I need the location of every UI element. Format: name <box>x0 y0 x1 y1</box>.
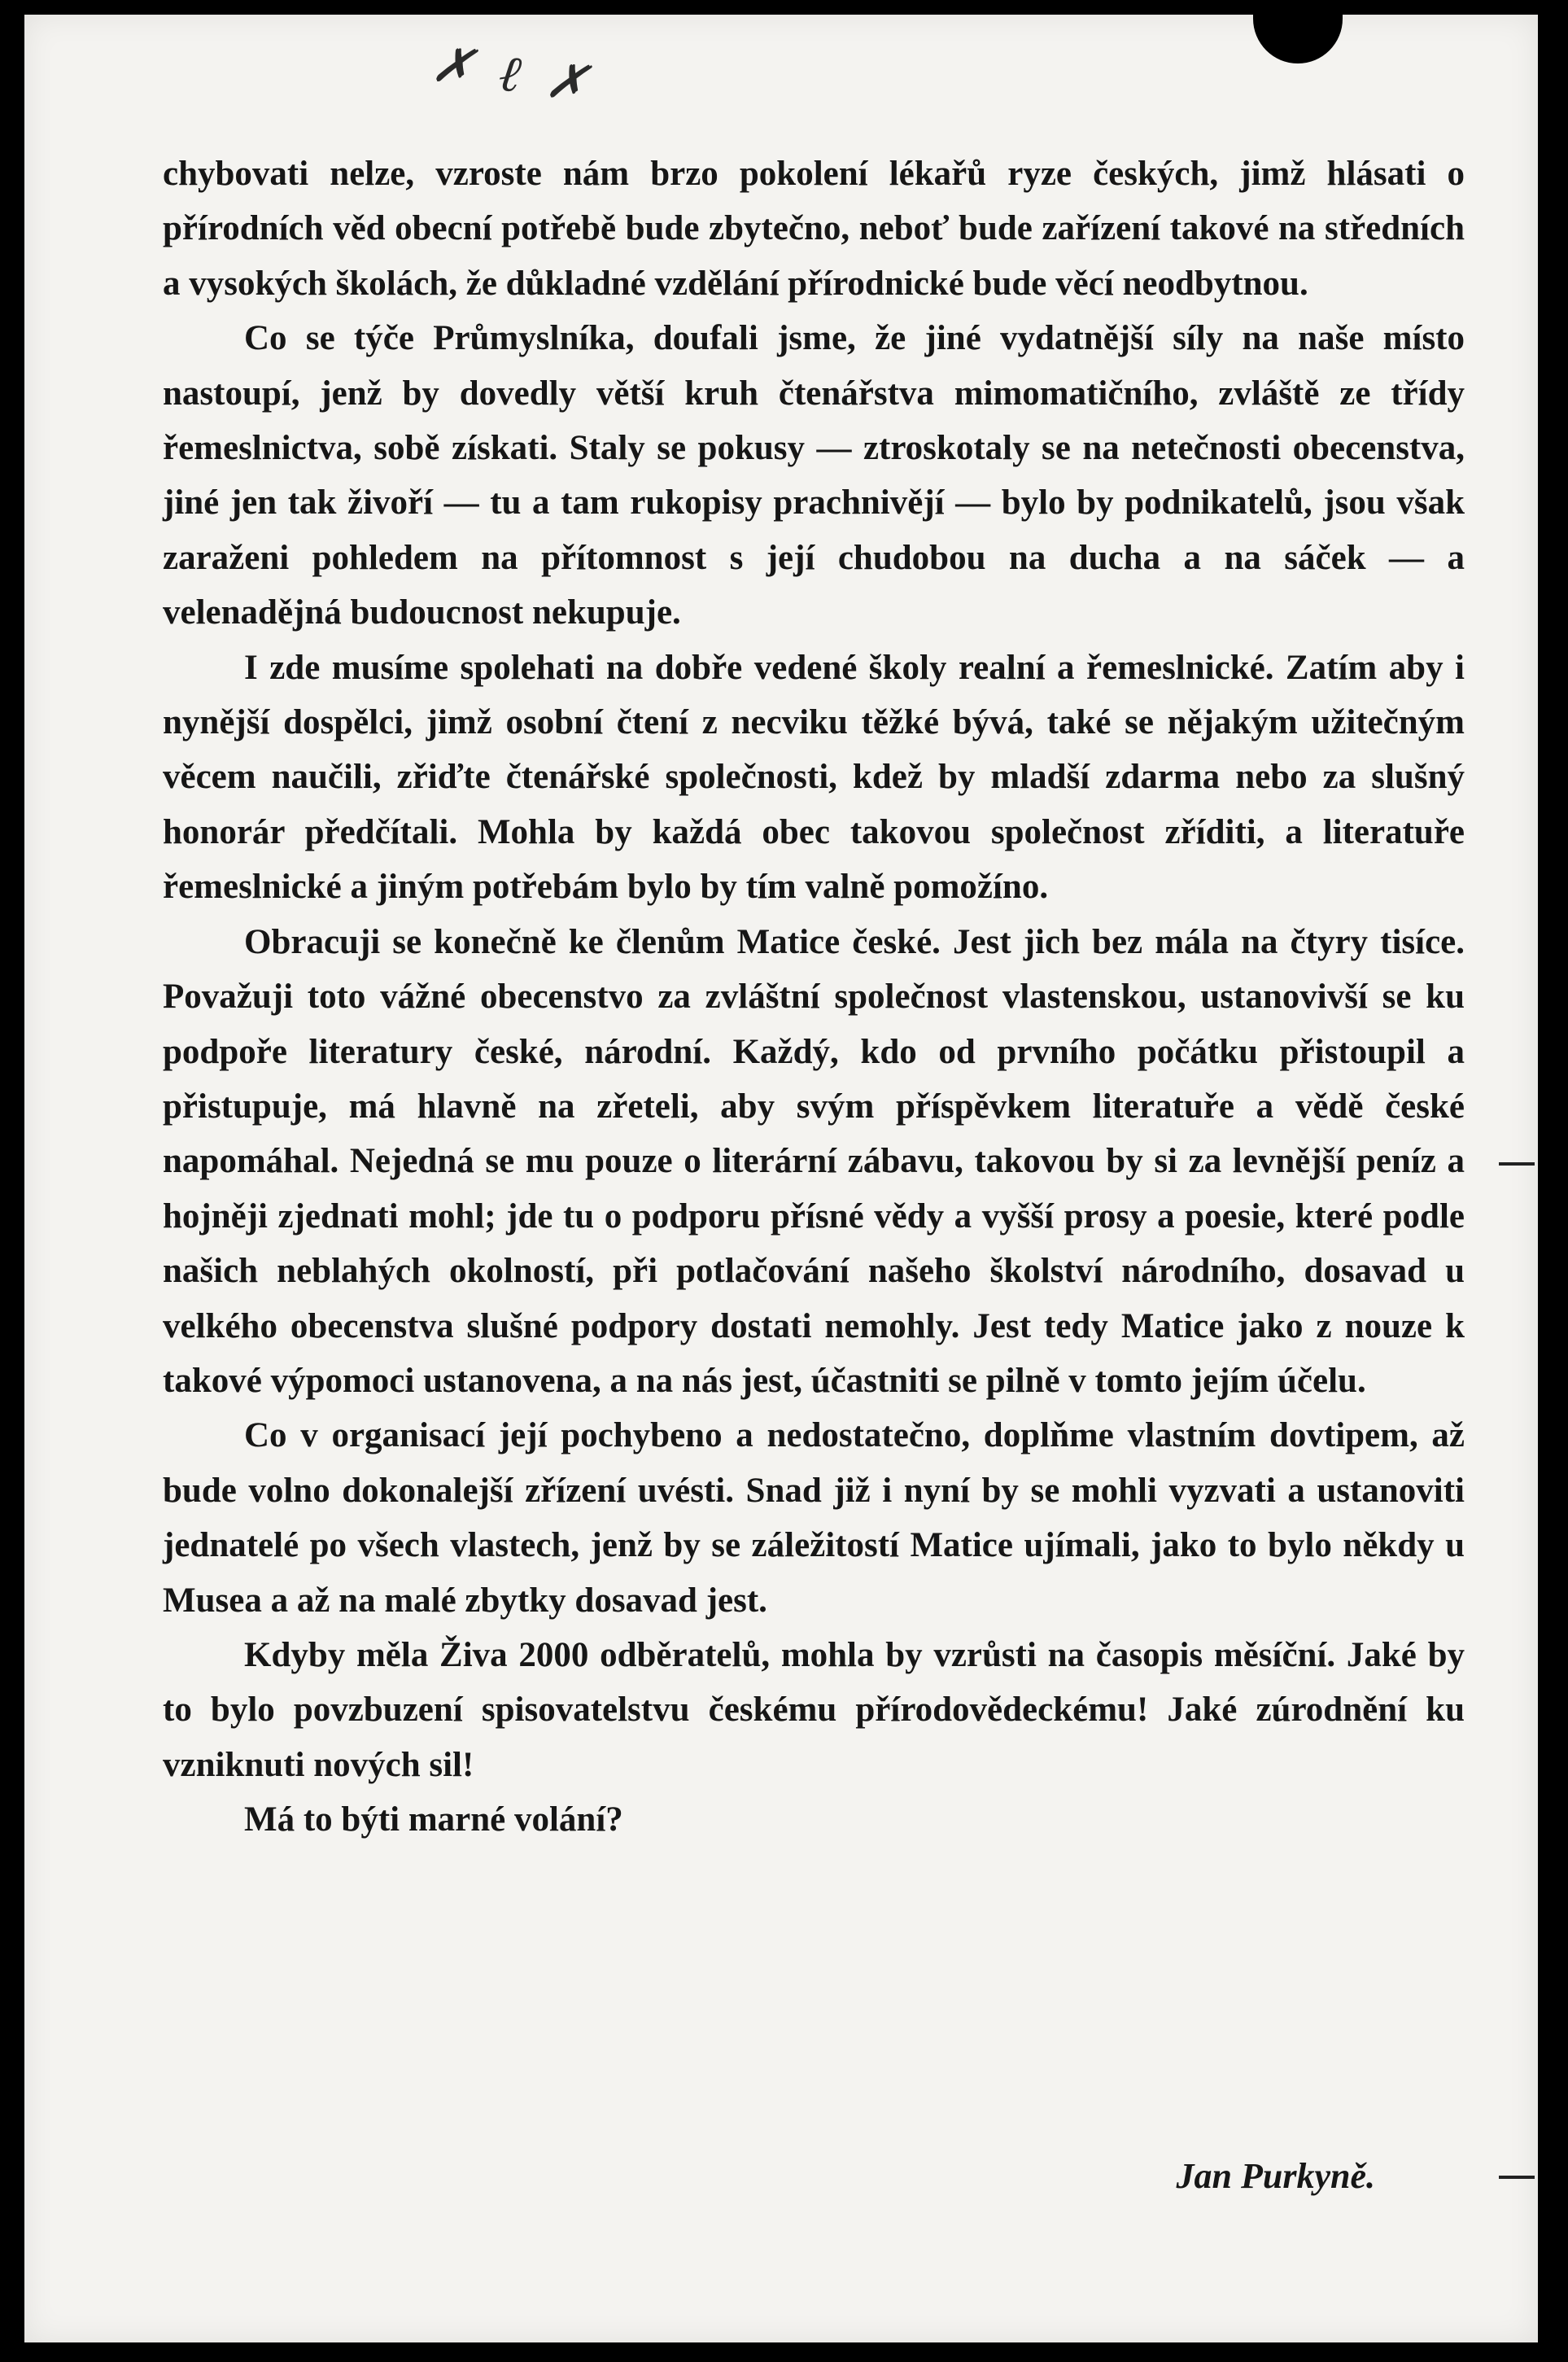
paragraph-2: Co se týče Průmyslníka, doufali jsme, že jiné vydatnější síly na naše místo nastoupí, jenž by dovedly větší kruh čtenářstva mimomatičního, zvláště ze třídy řemeslnictva, sobě získati. Staly se pokusy — ztroskotaly se na netečnosti obecenstva, jiné jen tak živoří — tu a tam rukopisy prachnivějí — bylo by podnikatelů, jsou však zaraženi pohledem na přítomnost s její chudobou na ducha a na sáček — a velenadějná budoucnost nekupuje. <box>163 319 1465 632</box>
paragraph-4: Obracuji se konečně ke členům Matice české. Jest jich bez mála na čtyry tisíce. Považuji toto vážné obecenstvo za zvláštní společnost vlastenskou, ustanovivší se ku podpoře literatury české, národní. Každý, kdo od prvního počátku přistoupil a přistupuje, má hlavně na zřeteli, aby svým příspěvkem literatuře a vědě české napomáhal. Nejedná se mu pouze o literární zábavu, takovou by si za levnější peníz a hojněji zjednati mohl; jde tu o podporu přísné vědy a vyšší prosy a poesie, které podle našich neblahých okolností, při potlačování našeho školství národního, dosavad u velkého obecenstva slušné podpory dostati nemohly. Jest tedy Matice jako z nouze k takové výpomoci ustanovena, a na nás jest, účastniti se pilně v tomto jejím účelu. <box>163 922 1465 1400</box>
ink-blot <box>1253 15 1343 63</box>
paragraph-1: chybovati nelze, vzroste nám brzo pokolení lékařů ryze českých, jimž hlásati o přírodních věd obecní potřebě bude zbytečno, neboť bude zařízení takové na středních a vysokých školách, že důkladné vzdělání přírodnické bude věcí neodbytnou. <box>163 155 1465 303</box>
paragraph-3: I zde musíme spolehati na dobře vedené školy realní a řemeslnické. Zatím aby i nynější dospělci, jimž osobní čtení z necviku těžké bývá, také se nějakým užitečným věcem naučili, zřiďte čtenářské společnosti, kdež by mladší zdarma nebo za slušný honorár předčítali. Mohla by každá obec takovou společnost zříditi, a literatuře řemeslnické a jiným potřebám bylo by tím valně pomožíno. <box>163 648 1465 907</box>
paragraph-5: Co v organisací její pochybeno a nedostatečno, doplňme vlastním dovtipem, až bude volno dokonalejší zřízení uvésti. Snad již i nyní by se mohli vyzvati a ustanoviti jednatelé po všech vlastech, jenž by se záležitostí Matice ujímali, jako to bylo někdy u Musea a až na malé zbytky dosavad jest. <box>163 1416 1465 1620</box>
signature: Jan Purkyně. <box>1176 2156 1375 2196</box>
paragraph-6: Kdyby měla Živa 2000 odběratelů, mohla by vzrůsti na časopis měsíční. Jaké by to bylo povzbuzení spisovatelstvu českému přírodovědeckému! Jaké zúrodnění ku vzniknuti nových sil! <box>163 1635 1465 1784</box>
handwritten-mark: ✗ ℓ ✗ <box>427 33 597 115</box>
closing-question: Má to býti marné volání? <box>244 1800 623 1839</box>
body-text <box>163 147 1465 1848</box>
book-page <box>24 15 1538 2342</box>
margin-mark <box>1499 1162 1535 1166</box>
margin-mark <box>1499 2176 1535 2179</box>
